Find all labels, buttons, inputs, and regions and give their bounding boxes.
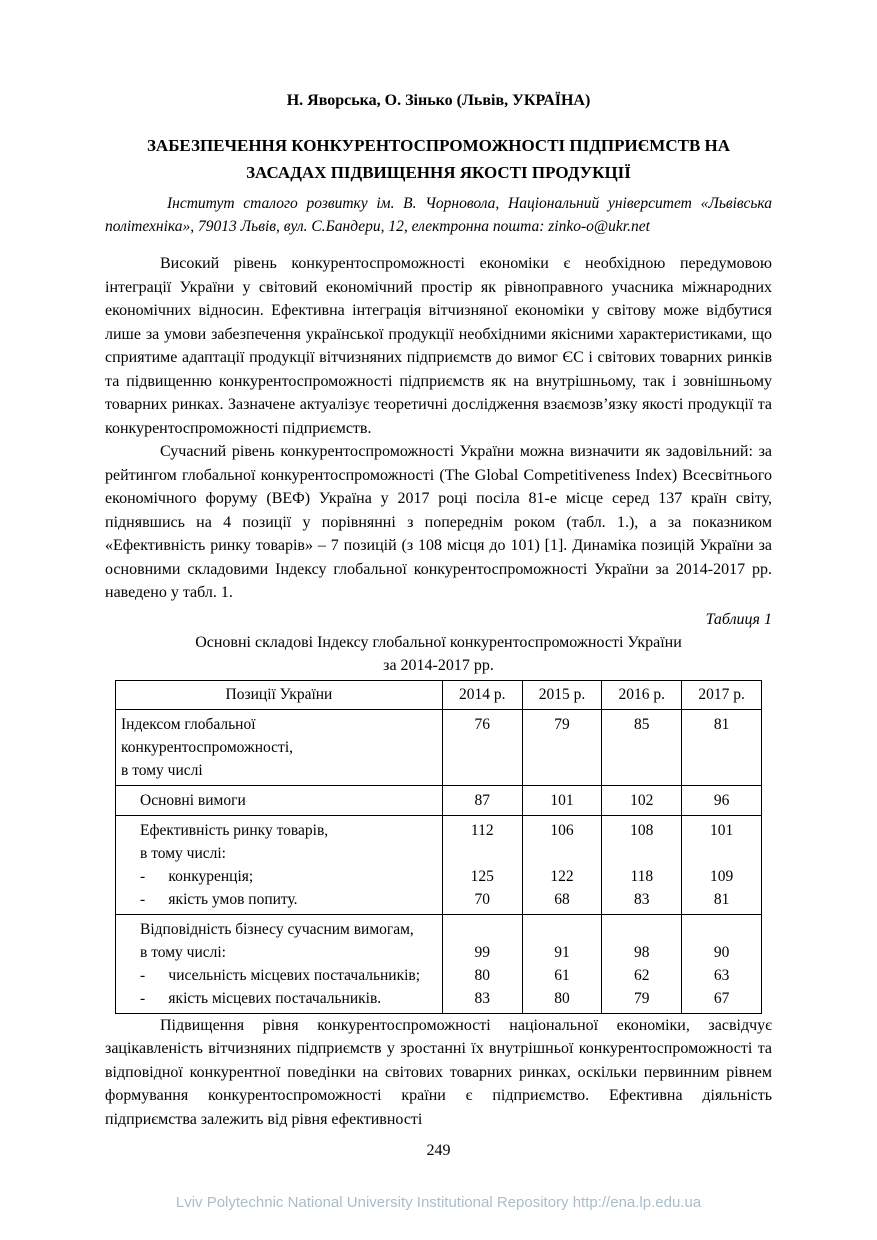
value-line: 85 <box>634 715 650 733</box>
row-label-line: - конкуренція; <box>140 867 254 885</box>
table-title-line-1: Основні складові Індексу глобальної конкурентоспроможності України <box>195 633 682 651</box>
value-line: 98 <box>634 943 650 961</box>
authors-line: Н. Яворська, О. Зінько (Львів, УКРАЇНА) <box>286 92 591 109</box>
table-title <box>105 631 772 677</box>
value-line: 68 <box>554 890 570 908</box>
value-line: 102 <box>630 791 654 809</box>
value-line: 90 <box>713 943 730 961</box>
value-line: 101 <box>550 791 574 809</box>
value-line: 125 <box>470 867 494 885</box>
value-cell <box>442 709 522 785</box>
value-line: 106 <box>550 821 574 839</box>
value-cell <box>682 785 762 815</box>
column-header: Позиції України <box>116 680 443 709</box>
table-header-row <box>116 680 762 709</box>
value-line: 80 <box>474 966 491 984</box>
value-line: 79 <box>634 989 650 1007</box>
value-cell <box>602 914 682 1013</box>
table-title-line-2: за 2014-2017 рр. <box>383 656 494 674</box>
row-label-line: Індексом глобальної <box>121 715 256 733</box>
value-cell <box>522 914 602 1013</box>
value-cell <box>522 815 602 914</box>
row-label-line: в тому числі: <box>140 844 226 862</box>
value-line: 76 <box>474 715 491 733</box>
value-line <box>686 759 757 782</box>
value-line <box>527 842 598 865</box>
value-line: 108 <box>630 821 654 839</box>
row-label-line: - якість місцевих постачальників. <box>140 989 382 1007</box>
row-label-line: Відповідність бізнесу сучасним вимогам, <box>140 920 414 938</box>
column-header: 2017 р. <box>682 680 762 709</box>
paragraph-1: Високий рівень конкурентоспроможності економіки є необхідною передумовою інтеграції України у світовий економічний простір як рівноправного учасника міжнародних економічних відносин. Ефективна інтеграція вітчизняної економіки у світову може відбутися лише за умови забезпечення української продукції необхідними якісними характеристиками, що сприятиме адаптації продукції вітчизняних підприємств до вимог ЄС і світових товарних ринків та підвищенню конкурентоспроможності підприємств як на внутрішньому, так і зовнішньому товарних ринках. Зазначене актуалізує теоретичні дослідження взаємозв’язку якості продукції та конкурентоспроможності підприємств. <box>105 255 772 437</box>
value-line: 91 <box>554 943 570 961</box>
column-header: 2016 р. <box>602 680 682 709</box>
row-label-line: конкурентоспроможності, <box>121 738 294 756</box>
value-line <box>447 736 518 759</box>
value-cell <box>442 785 522 815</box>
value-line: 109 <box>709 867 734 885</box>
value-line <box>527 918 598 941</box>
value-line: 83 <box>634 890 650 908</box>
row-label-line: - якість умов попиту. <box>140 890 298 908</box>
paragraph-3: Підвищення рівня конкурентоспроможності національної економіки, засвідчує зацікавленість вітчизняних підприємств у зростанні їх внутрішньої конкурентоспроможності та відповідної конкурентної поведінки на світових товарних ринках, оскільки первинним рівнем формування конкурентоспроможності країни є підприємство. Ефективна діяльність підприємства залежить від рівня ефективності <box>105 1016 772 1128</box>
value-line: 83 <box>474 989 491 1007</box>
row-label-line: Ефективність ринку товарів, <box>140 821 329 839</box>
value-line <box>447 918 518 941</box>
value-line <box>447 842 518 865</box>
competitiveness-table <box>115 680 762 1014</box>
value-line: 99 <box>474 943 491 961</box>
table-row <box>116 709 762 785</box>
repository-footer: Lviv Polytechnic National University Institutional Repository http://ena.lp.edu.ua <box>175 1194 702 1211</box>
row-label-cell <box>116 815 443 914</box>
value-cell <box>442 914 522 1013</box>
affiliation: Інститут сталого розвитку ім. В. Чорновола, Національний університет «Львівська політехніка», 79013 Львів, вул. С.Бандери, 12, електронна пошта: zinko-o@ukr.net <box>105 195 772 235</box>
value-cell <box>682 914 762 1013</box>
table-caption: Таблиця 1 <box>705 610 772 628</box>
value-line <box>606 842 677 865</box>
value-line: 63 <box>713 966 730 984</box>
row-label-line: в тому числі: <box>140 943 226 961</box>
row-label-line: в тому числі <box>121 761 203 779</box>
value-cell <box>682 709 762 785</box>
value-line <box>686 842 757 865</box>
row-label-cell <box>116 785 443 815</box>
value-cell <box>522 785 602 815</box>
value-line: 67 <box>713 989 730 1007</box>
value-line: 62 <box>634 966 650 984</box>
table-row <box>116 785 762 815</box>
value-line <box>606 918 677 941</box>
value-line: 81 <box>713 715 730 733</box>
paragraph-2: Сучасний рівень конкурентоспроможності України можна визначити як задовільний: за рейтингом глобальної конкурентоспроможності (The Global Competitiveness Index) Всесвітнього економічного форуму (ВЕФ) Україна у 2017 році посіла 81-е місце серед 137 країн світу, піднявшись на 4 позиції у порівнянні з попереднім роком (табл. 1.), а за показником «Ефективність ринку товарів» – 7 позицій (з 108 місця до 101) [1]. Динаміка позицій України за основними складовими Індексу глобальної конкурентоспроможності України за 2014-2017 рр. наведено у табл. 1. <box>105 443 772 601</box>
value-line: 118 <box>630 867 654 885</box>
value-line <box>606 759 677 782</box>
value-line <box>686 918 757 941</box>
value-cell <box>522 709 602 785</box>
row-label-cell <box>116 709 443 785</box>
value-cell <box>682 815 762 914</box>
value-line: 70 <box>474 890 491 908</box>
value-line: 87 <box>474 791 491 809</box>
value-cell <box>602 785 682 815</box>
value-line <box>527 759 598 782</box>
row-label-cell <box>116 914 443 1013</box>
value-line <box>447 759 518 782</box>
value-line: 112 <box>470 821 494 839</box>
row-label-line: - чисельність місцевих постачальників; <box>140 966 421 984</box>
value-line <box>686 736 757 759</box>
value-line <box>606 736 677 759</box>
value-line: 101 <box>709 821 734 839</box>
value-cell <box>442 815 522 914</box>
value-line: 79 <box>554 715 570 733</box>
value-cell <box>602 815 682 914</box>
table-row <box>116 914 762 1013</box>
column-header: 2015 р. <box>522 680 602 709</box>
value-line: 61 <box>554 966 570 984</box>
paper-title: ЗАБЕЗПЕЧЕННЯ КОНКУРЕНТОСПРОМОЖНОСТІ ПІДПРИЄМСТВ НА ЗАСАДАХ ПІДВИЩЕННЯ ЯКОСТІ ПРОДУКЦІЇ <box>146 136 731 182</box>
value-line <box>527 736 598 759</box>
page-number: 249 <box>426 1142 451 1159</box>
column-header: 2014 р. <box>442 680 522 709</box>
value-cell <box>602 709 682 785</box>
value-line: 80 <box>554 989 570 1007</box>
table-row <box>116 815 762 914</box>
value-line: 81 <box>713 890 730 908</box>
table-body <box>116 709 762 1013</box>
value-line: 122 <box>550 867 574 885</box>
row-label-line: Основні вимоги <box>140 791 246 809</box>
value-line: 96 <box>713 791 730 809</box>
